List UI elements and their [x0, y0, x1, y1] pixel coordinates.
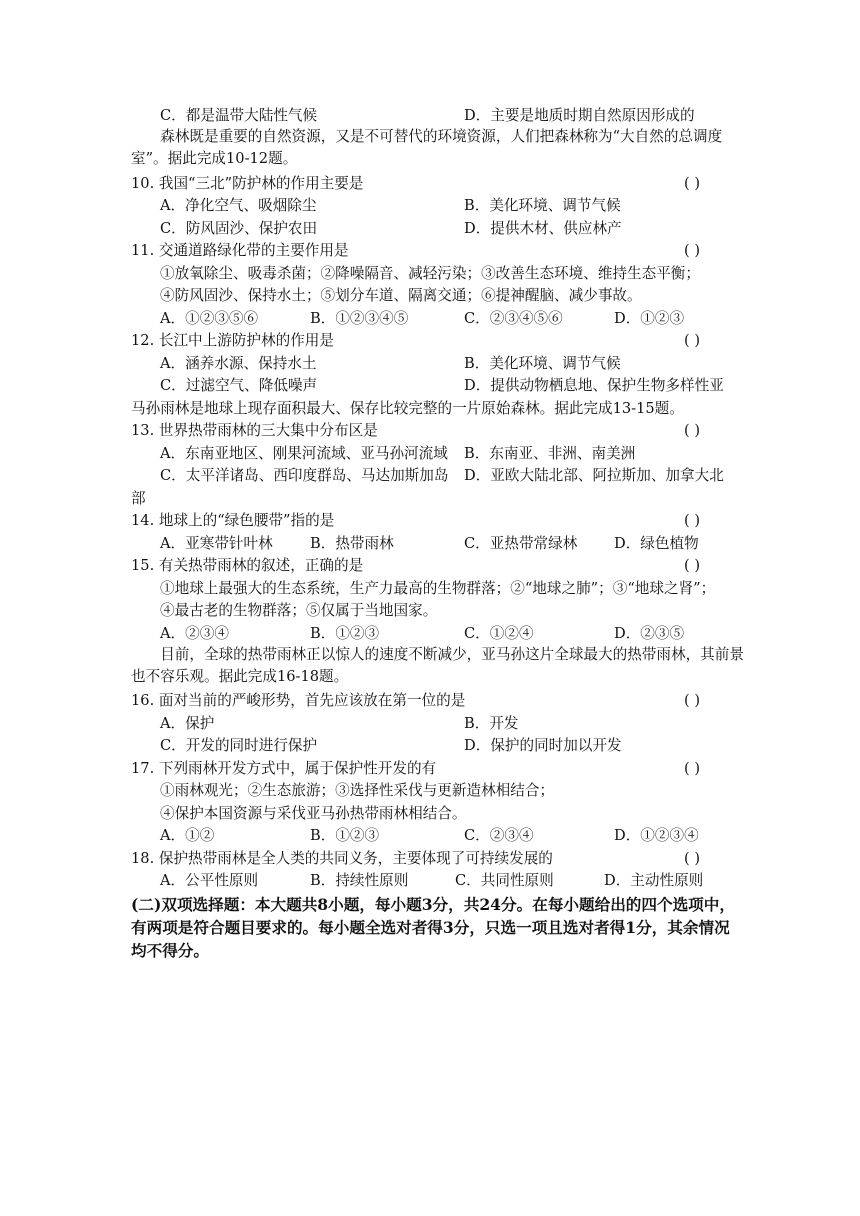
q16-option-a: A．保护	[160, 715, 215, 732]
q10-option-d: D．提供木材、供应林产	[464, 220, 622, 237]
intro-now: 目前，全球的热带雨林正以惊人的速度不断减少，亚马孙这片全球最大的热带雨林，其前景也不容乐观。据此完成16-18题。	[131, 646, 744, 685]
q15-option-a: A．②③④	[160, 625, 229, 642]
section-heading-double-choice: (二)双项选择题：本大题共8小题，每小题3分，共24分。在每小题给出的四个选项中，有两项是符合题目要求的。每小题全选对者得3分，只选一项且选对者得1分，其余情况均不得分。	[131, 895, 735, 960]
q14-option-d: D．绿色植物	[614, 535, 699, 552]
q13-option-d: D．亚欧大陆北部、阿拉斯加、加拿大北	[464, 467, 724, 484]
question-17: 17. 下列雨林开发方式中，属于保护性开发的有	[131, 760, 437, 777]
q12-option-b: B．美化环境、调节气候	[464, 355, 621, 372]
q13-option-d-wrap: 部	[131, 490, 146, 507]
q11-statement-1: ①放氧除尘、吸毒杀菌；②降噪隔音、减轻污染；③改善生态环境、维持生态平衡；	[160, 265, 700, 282]
question-12: 12. 长江中上游防护林的作用是	[131, 332, 334, 349]
intro-forest: 森林既是重要的自然资源，又是不可替代的环境资源，人们把森林称为“大自然的总调度室”。据此完成10-12题。	[131, 128, 723, 167]
question-14: 14. 地球上的“绿色腰带”指的是	[131, 512, 335, 529]
q11-option-d: D．①②③	[614, 310, 685, 327]
answer-blank-16: ( )	[684, 692, 701, 709]
q16-option-c: C．开发的同时进行保护	[160, 737, 318, 754]
q11-statement-2: ④防风固沙、保持水土；⑤划分车道、隔离交通；⑥提神醒脑、减少事故。	[160, 287, 642, 304]
q15-option-b: B．①②③	[310, 625, 380, 642]
q10-option-b: B．美化环境、调节气候	[464, 197, 621, 214]
answer-blank-15: ( )	[684, 557, 701, 574]
q17-option-c: C．②③④	[464, 827, 534, 844]
q10-option-c: C．防风固沙、保护农田	[160, 220, 318, 237]
q10-option-a: A．净化空气、吸烟除尘	[160, 197, 317, 214]
q12-option-d: D．提供动物栖息地、保护生物多样性亚	[464, 377, 724, 394]
q18-option-c: C．共同性原则	[455, 872, 554, 889]
answer-blank-17: ( )	[684, 760, 701, 777]
q13-option-b: B．东南亚、非洲、南美洲	[464, 445, 636, 462]
option-c-prev: C．都是温带大陆性气候	[160, 107, 318, 124]
question-13: 13. 世界热带雨林的三大集中分布区是	[131, 422, 378, 439]
question-16: 16. 面对当前的严峻形势，首先应该放在第一位的是	[131, 692, 466, 709]
q17-option-a: A．①②	[160, 827, 215, 844]
q11-option-b: B．①②③④⑤	[310, 310, 409, 327]
question-15: 15. 有关热带雨林的叙述，正确的是	[131, 557, 364, 574]
question-10: 10. 我国“三北”防护林的作用主要是	[131, 175, 364, 192]
answer-blank-13: ( )	[684, 422, 701, 439]
q16-option-d: D．保护的同时加以开发	[464, 737, 622, 754]
q11-option-a: A．①②③⑤⑥	[160, 310, 259, 327]
answer-blank-10: ( )	[684, 175, 701, 192]
q17-statement-1: ①雨林观光；②生态旅游；③选择性采伐与更新造林相结合；	[160, 782, 555, 799]
q18-option-d: D．主动性原则	[604, 872, 704, 889]
q18-option-b: B．持续性原则	[310, 872, 409, 889]
q14-option-a: A．亚寒带针叶林	[160, 535, 273, 552]
q17-option-b: B．①②③	[310, 827, 380, 844]
q15-statement-2: ④最古老的生物群落；⑤仅属于当地国家。	[160, 602, 438, 619]
answer-blank-14: ( )	[684, 512, 701, 529]
q12-option-a: A．涵养水源、保持水土	[160, 355, 317, 372]
option-d-prev: D．主要是地质时期自然原因形成的	[464, 107, 695, 124]
q14-option-c: C．亚热带常绿林	[464, 535, 578, 552]
q17-option-d: D．①②③④	[614, 827, 699, 844]
answer-blank-11: ( )	[684, 242, 701, 259]
q15-option-d: D．②③⑤	[614, 625, 685, 642]
question-18: 18. 保护热带雨林是全人类的共同义务，主要体现了可持续发展的	[131, 850, 553, 867]
q12-option-c: C．过滤空气、降低噪声	[160, 377, 318, 394]
q13-option-c: C．太平洋诸岛、西印度群岛、马达加斯加岛	[160, 467, 449, 484]
q15-option-c: C．①②④	[464, 625, 534, 642]
q18-option-a: A．公平性原则	[160, 872, 259, 889]
answer-blank-18: ( )	[684, 850, 701, 867]
q16-option-b: B．开发	[464, 715, 519, 732]
q13-option-a: A．东南亚地区、刚果河流域、亚马孙河流域	[160, 445, 448, 462]
q15-statement-1: ①地球上最强大的生态系统，生产力最高的生物群落；②“地球之肺”；③“地球之肾”；	[160, 580, 716, 597]
intro-amazon: 马孙雨林是地球上现存面积最大、保存比较完整的一片原始森林。据此完成13-15题。	[131, 400, 684, 417]
question-11: 11. 交通道路绿化带的主要作用是	[131, 242, 349, 259]
q14-option-b: B．热带雨林	[310, 535, 394, 552]
answer-blank-12: ( )	[684, 332, 701, 349]
q11-option-c: C．②③④⑤⑥	[464, 310, 563, 327]
q17-statement-2: ④保护本国资源与采伐亚马孙热带雨林相结合。	[160, 805, 467, 822]
